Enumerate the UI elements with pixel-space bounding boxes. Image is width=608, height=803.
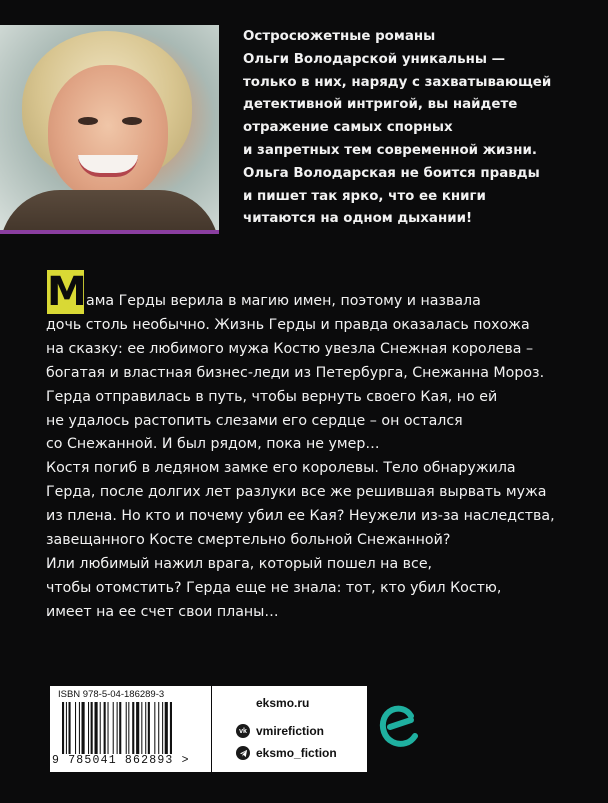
vk-icon: vk [236, 724, 250, 738]
barcode-bar [69, 702, 71, 754]
author-photo-eye-left [78, 117, 98, 125]
contacts-panel [212, 686, 367, 772]
barcode-bar [145, 702, 146, 754]
story-line: Герда отправилась в путь, чтобы вернуть своего Кая, но ей [46, 388, 498, 405]
telegram-icon [236, 746, 250, 760]
barcode-bar [91, 702, 93, 754]
story-line: Костя погиб в ледяном замке его королевы. Тело обнаружила [46, 460, 516, 477]
photo-accent-bar [0, 230, 219, 234]
barcode-bar [158, 702, 159, 754]
eksmo-logo-icon [378, 703, 418, 751]
author-bio [243, 26, 603, 231]
barcode-bar [108, 702, 109, 754]
barcode-bar [100, 702, 101, 754]
bio-line: отражение самых спорных [243, 120, 453, 136]
story-line: завещанного Косте смертельно больной Снежанной? [46, 532, 451, 549]
story-line: Или любимый нажил врага, который пошел на все, [46, 555, 433, 572]
author-photo-eye-right [122, 117, 142, 125]
story-line: со Снежанной. И был рядом, пока не умер… [46, 436, 380, 453]
bio-line: Ольга Володарская не боится правды [243, 165, 540, 181]
bio-line: читаются на одном дыхании! [243, 211, 473, 227]
story-line: чтобы отомстить? Герда еще не знала: тот, кто убил Костю, [46, 579, 502, 596]
story-line: богатая и властная бизнес-леди из Петербурга, Снежанна Мороз. [46, 364, 545, 381]
bio-line: детективной интригой, вы найдете [243, 97, 518, 113]
barcode-bar [82, 702, 85, 754]
bio-line: и пишет так ярко, что ее книги [243, 188, 486, 204]
barcode-bar [113, 702, 114, 754]
barcode-bar [104, 702, 106, 754]
author-photo [0, 25, 219, 230]
barcode-bar [154, 702, 155, 754]
barcode-bar [117, 702, 118, 754]
barcode-bar [79, 702, 80, 754]
story-line: ама Герды верила в магию имен, поэтому и назвала [86, 293, 481, 309]
barcode-bar [162, 702, 163, 754]
barcode-bar [95, 702, 98, 754]
barcode-bar [126, 702, 127, 754]
barcode-bar [128, 702, 129, 754]
barcode-bar [88, 702, 89, 754]
bio-line: и запретных тем современной жизни. [243, 142, 537, 158]
barcode-bar [136, 702, 139, 754]
barcode-bars [62, 702, 202, 754]
vk-contact[interactable] [236, 724, 324, 738]
barcode-bar [62, 702, 64, 754]
story-line: Герда, после долгих лет разлуки все же решившая вырвать мужа [46, 484, 547, 501]
barcode-bar [165, 702, 168, 754]
story-line: не удалось растопить слезами его сердце – он остался [46, 412, 463, 429]
barcode-bar [66, 702, 67, 754]
barcode-bar [141, 702, 142, 754]
story-line: имеет на ее счет свои планы… [46, 603, 279, 620]
barcode-bar [132, 702, 134, 754]
bio-line: Ольги Володарской уникальны — [243, 51, 505, 67]
barcode-digits: 9 785041 862893 > [52, 754, 190, 767]
telegram-handle: eksmo_fiction [256, 746, 337, 760]
publisher-site-link[interactable]: eksmo.ru [256, 696, 310, 710]
story-annotation [46, 290, 586, 625]
author-photo-face [48, 65, 168, 200]
barcode-bar [75, 702, 76, 754]
barcode-bar [119, 702, 121, 754]
story-line: дочь столь необычно. Жизнь Герды и правда оказалась похожа [46, 316, 530, 333]
bio-line: только в них, наряду с захватывающей [243, 74, 552, 90]
story-line: на сказку: ее любимого мужа Костю увезла Снежная королева – [46, 340, 534, 357]
author-photo-shoulders [0, 190, 219, 230]
bio-line: Остросюжетные романы [243, 29, 436, 44]
barcode-panel [50, 686, 211, 772]
story-line: из плена. Но кто и почему убил ее Кая? Неужели из-за наследства, [46, 508, 555, 525]
telegram-contact[interactable] [236, 746, 337, 760]
vk-handle: vmirefiction [256, 724, 325, 738]
isbn-text: ISBN 978-5-04-186289-3 [58, 689, 165, 700]
barcode-bar [148, 702, 150, 754]
barcode-bar [170, 702, 172, 754]
story-dropcap: М [47, 269, 87, 315]
